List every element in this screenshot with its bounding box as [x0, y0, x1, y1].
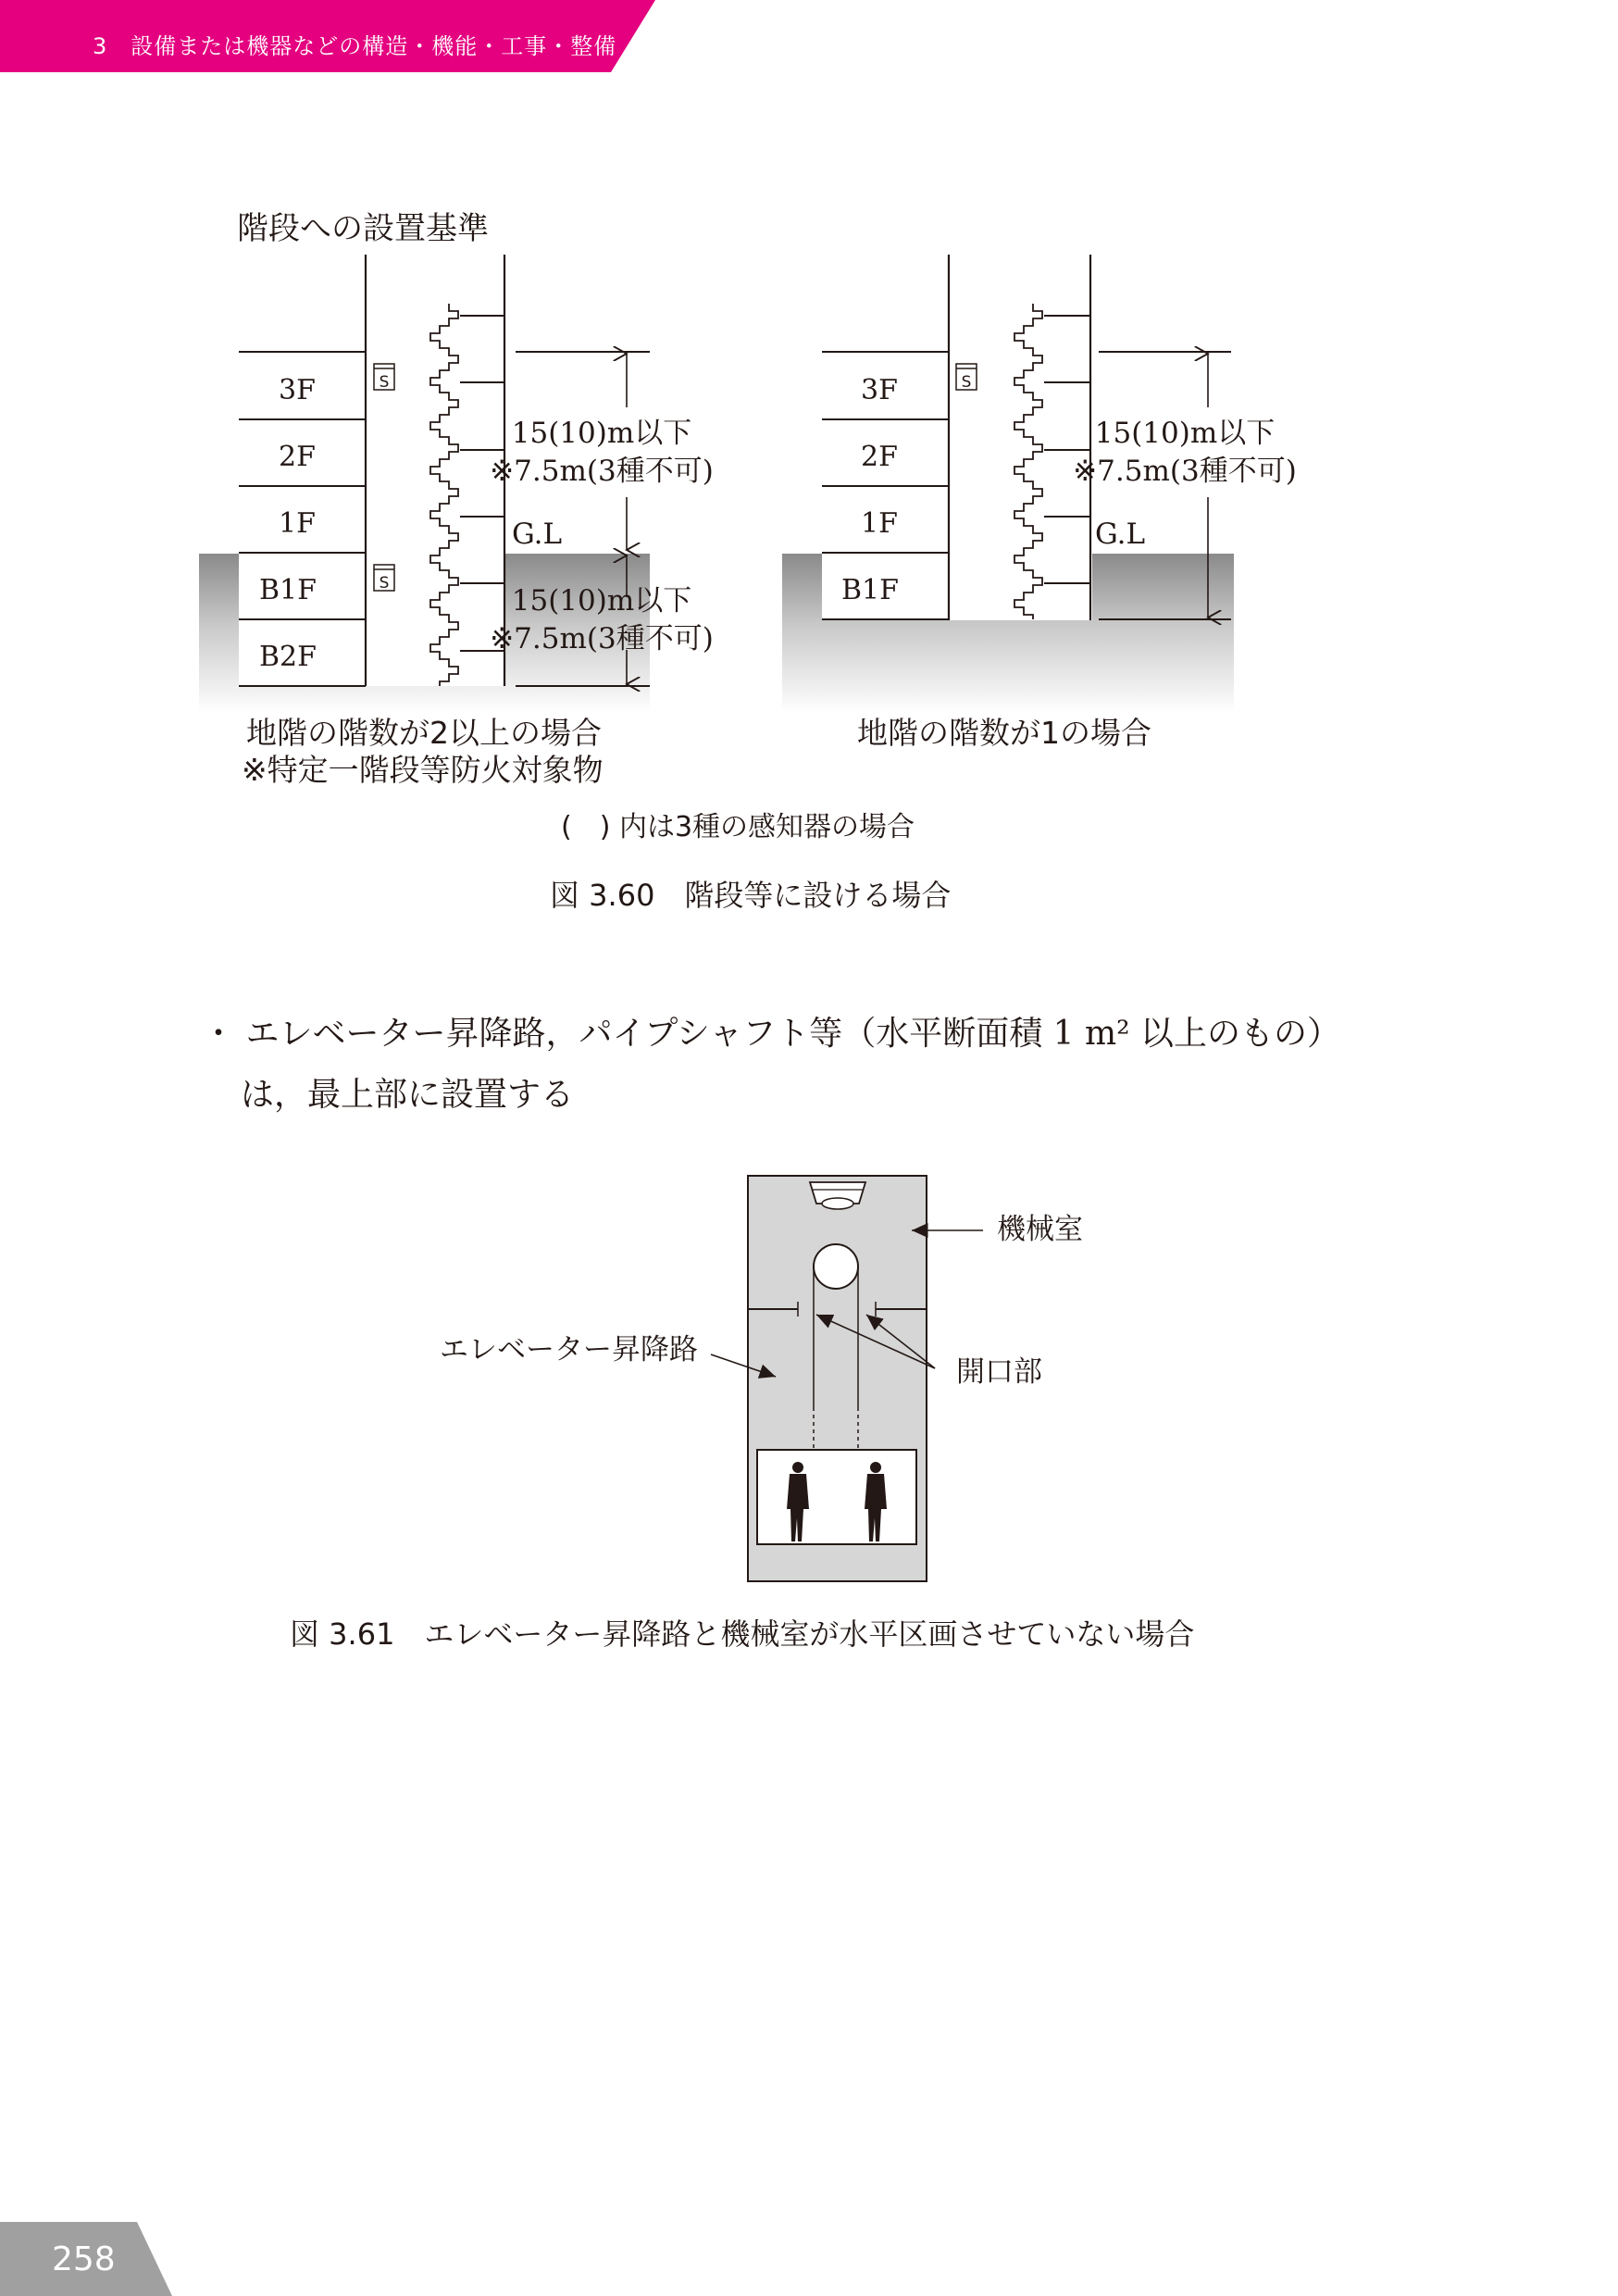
detector-symbol: S: [379, 574, 390, 593]
left-stair-diagram: [199, 255, 714, 713]
left-floor-b2f: B2F: [259, 641, 317, 673]
right-caption: 地階の階数が1の場合: [857, 715, 1151, 751]
label-opening: 開口部: [956, 1355, 1042, 1389]
left-lower-distance-line2: ※7.5m(3種不可): [490, 622, 714, 655]
detector-symbol: S: [961, 373, 972, 392]
person-icon: [787, 1462, 809, 1541]
right-floor-1f: 1F: [861, 507, 898, 540]
left-floor-2f: 2F: [279, 441, 316, 473]
page-number: 258: [52, 2240, 116, 2278]
figure-361-caption: 図 3.61 エレベーター昇降路と機械室が水平区画させていない場合: [290, 1616, 1195, 1652]
right-floor-2f: 2F: [861, 441, 898, 473]
right-distance-line2: ※7.5m(3種不可): [1073, 455, 1297, 488]
left-detector-b1f: [374, 565, 394, 593]
body-bullet-line1: ・ エレベーター昇降路，パイプシャフト等（水平断面積 1 m² 以上のもの）: [202, 1015, 1341, 1053]
right-detector-3f: [956, 364, 977, 392]
left-caption-line1: 地階の階数が2以上の場合: [246, 715, 602, 751]
left-floor-b1f: B1F: [259, 574, 317, 606]
left-upper-distance-line2: ※7.5m(3種不可): [490, 455, 714, 488]
right-distance-line1: 15(10)m以下: [1094, 417, 1276, 450]
section-title: 3 設備または機器などの構造・機能・工事・整備: [93, 33, 617, 59]
elevator-shaft-outline: [748, 1176, 927, 1581]
figure-360-note: ( ) 内は3種の感知器の場合: [561, 811, 915, 843]
right-floor-3f: 3F: [861, 374, 898, 406]
smoke-detector-icon: [810, 1182, 865, 1209]
left-upper-distance-line1: 15(10)m以下: [511, 417, 692, 450]
figure-360-caption: 図 3.60 階段等に設ける場合: [550, 878, 952, 913]
person-icon: [865, 1462, 887, 1541]
right-floor-b1f: B1F: [841, 574, 899, 606]
left-floor-3f: 3F: [279, 374, 316, 406]
detector-symbol: S: [379, 373, 390, 392]
left-lower-distance-line1: 15(10)m以下: [511, 584, 692, 618]
right-ground-level-label: G.L: [1094, 518, 1146, 551]
body-bullet-line2: は，最上部に設置する: [241, 1076, 575, 1114]
hoist-sheave: [814, 1244, 858, 1289]
left-detector-3f: [374, 364, 394, 392]
elevator-car: [757, 1450, 916, 1544]
right-stair-diagram: [782, 255, 1297, 713]
label-elevator-shaft: エレベーター昇降路: [440, 1333, 698, 1366]
label-machine-room: 機械室: [997, 1213, 1083, 1246]
figure-360-heading: 階段への設置基準: [237, 210, 489, 247]
left-caption-line2: ※特定一階段等防火対象物: [242, 752, 604, 788]
left-floor-1f: 1F: [279, 507, 316, 540]
left-ground-level-label: G.L: [511, 518, 563, 551]
